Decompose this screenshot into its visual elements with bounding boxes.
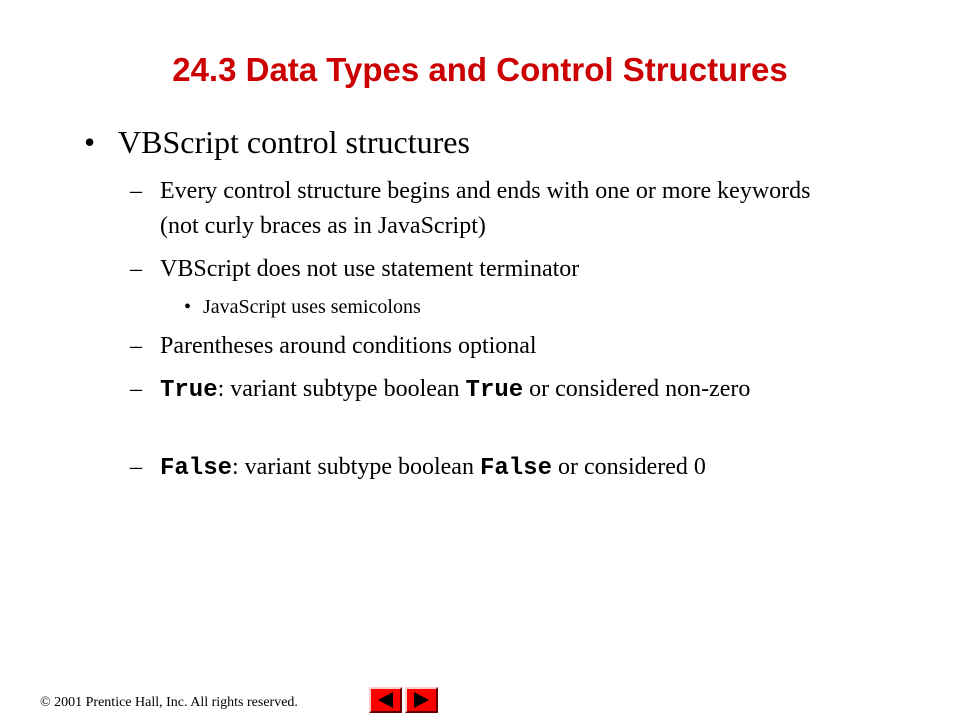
copyright-footer: © 2001 Prentice Hall, Inc. All rights reserved. xyxy=(40,695,298,710)
bullet-main-text: VBScript control structures xyxy=(118,124,470,160)
sub-bullet-parentheses-text: Parentheses around conditions optional xyxy=(160,333,537,359)
sub-bullet-false xyxy=(130,450,850,486)
sub-sub-bullet-semicolons-text: JavaScript uses semicolons xyxy=(203,296,421,318)
code-false-2: False xyxy=(479,455,552,482)
sub-bullet-keywords xyxy=(130,174,850,244)
bullet-marker: • xyxy=(84,124,96,160)
next-slide-button[interactable] xyxy=(405,687,438,713)
dash-marker: – xyxy=(130,376,142,402)
previous-slide-button[interactable] xyxy=(369,687,402,713)
small-bullet-marker: • xyxy=(184,296,192,318)
sub-bullet-terminator-text: VBScript does not use statement terminator xyxy=(160,256,580,282)
sub-sub-bullet-semicolons xyxy=(184,293,803,321)
code-true: True xyxy=(160,377,218,404)
dash-marker: – xyxy=(130,178,142,204)
sub-bullet-true-text-b: or considered non-zero xyxy=(523,376,751,402)
code-false: False xyxy=(160,455,233,482)
triangle-left-icon xyxy=(371,689,400,711)
code-true-2: True xyxy=(465,377,524,404)
sub-bullet-true xyxy=(130,372,850,408)
triangle-right-icon xyxy=(407,689,436,711)
slide-title: 24.3 Data Types and Control Structures xyxy=(172,51,788,88)
dash-marker: – xyxy=(130,333,142,359)
sub-bullet-parentheses xyxy=(130,329,850,364)
sub-bullet-terminator xyxy=(130,252,850,287)
dash-marker: – xyxy=(130,256,142,282)
bullet-main xyxy=(84,123,878,161)
sub-bullet-false-text-b: or considered 0 xyxy=(551,454,706,480)
dash-marker: – xyxy=(130,454,142,480)
sub-bullet-false-text-a: : variant subtype boolean xyxy=(232,454,480,480)
sub-bullet-true-text-a: : variant subtype boolean xyxy=(217,376,466,402)
sub-bullet-keywords-text: Every control structure begins and ends with one or more keywords (not curly braces as in JavaScript) xyxy=(160,178,811,239)
